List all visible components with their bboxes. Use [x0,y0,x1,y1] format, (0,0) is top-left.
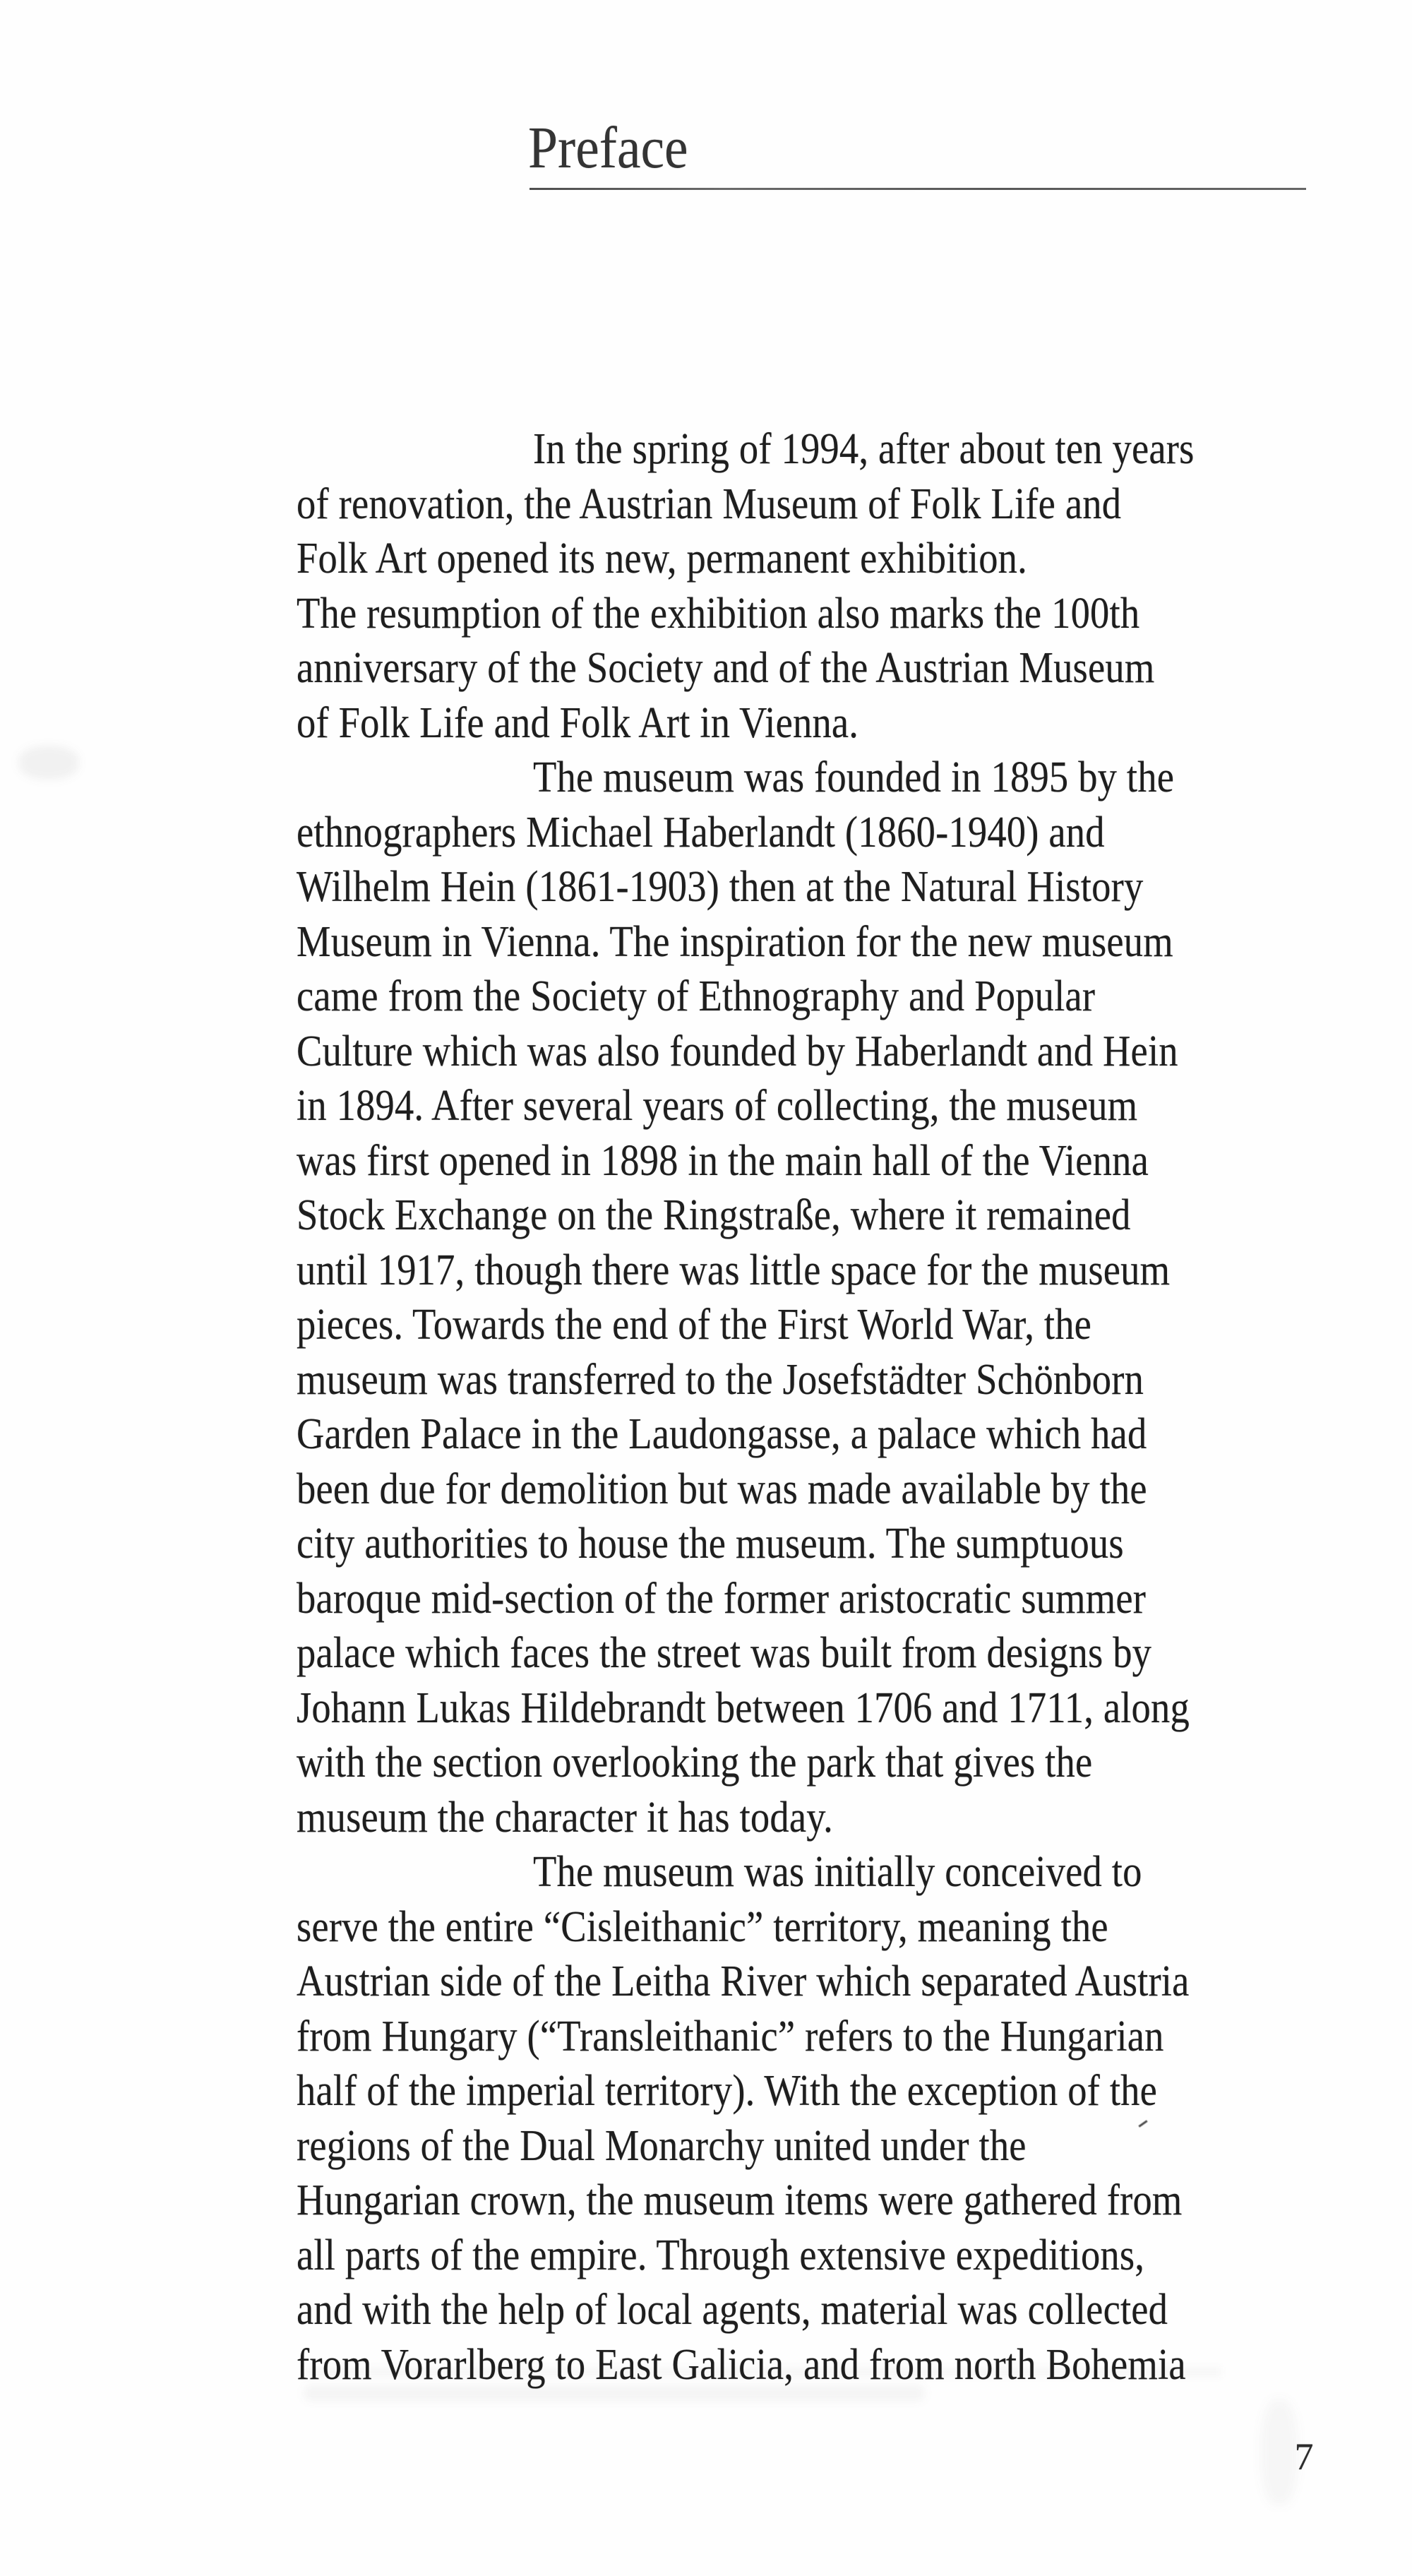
text-line [297,806,1341,861]
text-line [297,1025,1341,1080]
text-line [297,1353,1341,1408]
text-line-content: palace which faces the street was built from designs by [297,1629,1152,1677]
text-line [297,1955,1341,2010]
text-line [297,2064,1341,2119]
text-line-content: museum was transferred to the Josefstädter Schönborn [297,1355,1144,1404]
text-line [297,1462,1341,1517]
text-line [297,751,1341,806]
text-line-content: Hungarian crown, the museum items were gathered from [297,2176,1183,2224]
text-line-content: of renovation, the Austrian Museum of Folk Life and [297,479,1122,528]
text-line-content: all parts of the empire. Through extensive expeditions, [297,2231,1145,2279]
text-line [297,1681,1341,1736]
text-line-content: been due for demolition but was made available by the [297,1465,1147,1513]
title-underline [530,188,1306,190]
text-line-content: regions of the Dual Monarchy united under the [297,2121,1027,2170]
text-line-content: until 1917, though there was little space for the museum [297,1246,1171,1294]
text-line-content: In the spring of 1994, after about ten years [533,425,1195,473]
text-line [297,2283,1341,2338]
text-line [297,915,1341,970]
text-line [297,587,1341,642]
text-line-content: came from the Society of Ethnography and Popular [297,972,1096,1020]
text-line [297,1298,1341,1353]
text-line [297,1736,1341,1791]
page-title-text: Preface [528,115,688,181]
text-line [297,1134,1341,1189]
text-line-content: city authorities to house the museum. The sumptuous [297,1520,1124,1568]
text-line-content: of Folk Life and Folk Art in Vienna. [297,698,859,747]
text-line [297,696,1341,751]
text-line-content: Garden Palace in the Laudongasse, a palace which had [297,1410,1147,1458]
text-line-content: in 1894. After several years of collecting, the museum [297,1082,1138,1130]
text-line [297,1791,1341,1846]
page-title [528,115,706,181]
text-line-content: Culture which was also founded by Haberlandt and Hein [297,1027,1178,1075]
text-line [297,2338,1341,2393]
text-line-content: from Vorarlberg to East Galicia, and from north Bohemia [297,2340,1186,2389]
text-line-content: serve the entire “Cisleithanic” territory, meaning the [297,1902,1108,1951]
text-line-content: Austrian side of the Leitha River which separated Austria [297,1957,1190,2005]
text-line [297,1626,1341,1681]
text-line-content: and with the help of local agents, material was collected [297,2286,1168,2334]
text-line [297,1244,1341,1299]
text-line-content: Museum in Vienna. The inspiration for the new museum [297,917,1173,966]
text-line [297,532,1341,587]
scan-artifact [18,746,79,780]
text-line-content: Stock Exchange on the Ringstraße, where it remained [297,1191,1131,1239]
text-line [297,1900,1341,1955]
text-line [297,1845,1341,1900]
text-line-content: was first opened in 1898 in the main hall of the Vienna [297,1136,1149,1185]
text-line [297,2010,1341,2065]
text-line [297,422,1341,477]
text-line-content: pieces. Towards the end of the First World War, the [297,1301,1092,1349]
text-line-content: Wilhelm Hein (1861-1903) then at the Natural History [297,863,1144,911]
preface-body-text [297,422,1341,2392]
text-line-content: from Hungary (“Transleithanic” refers to the Hungarian [297,2012,1164,2061]
text-line [297,2229,1341,2284]
text-line [297,1079,1341,1134]
text-line-content: Folk Art opened its new, permanent exhibition. [297,535,1027,583]
text-line [297,970,1341,1025]
text-line [297,2119,1341,2174]
text-line-content: The resumption of the exhibition also marks the 100th [297,589,1140,638]
text-line [297,1517,1341,1572]
text-line-content: The museum was founded in 1895 by the [533,753,1175,801]
text-line [297,1188,1341,1244]
text-line-content: half of the imperial territory). With the exception of the [297,2067,1158,2115]
text-line [297,2174,1341,2229]
text-line [297,1572,1341,1627]
text-line-content: ethnographers Michael Haberlandt (1860-1940) and [297,808,1105,857]
text-line-content: Johann Lukas Hildebrandt between 1706 and 1711, along [297,1683,1190,1732]
text-line-content: with the section overlooking the park that gives the [297,1739,1093,1787]
text-line [297,860,1341,915]
text-line [297,1407,1341,1462]
page-number: 7 [1294,2435,1314,2478]
text-line-content: museum the character it has today. [297,1793,833,1842]
text-line [297,641,1341,696]
text-line-content: baroque mid-section of the former aristocratic summer [297,1574,1147,1623]
text-line [297,477,1341,532]
text-line-content: The museum was initially conceived to [533,1848,1142,1896]
text-line-content: anniversary of the Society and of the Austrian Museum [297,644,1155,692]
